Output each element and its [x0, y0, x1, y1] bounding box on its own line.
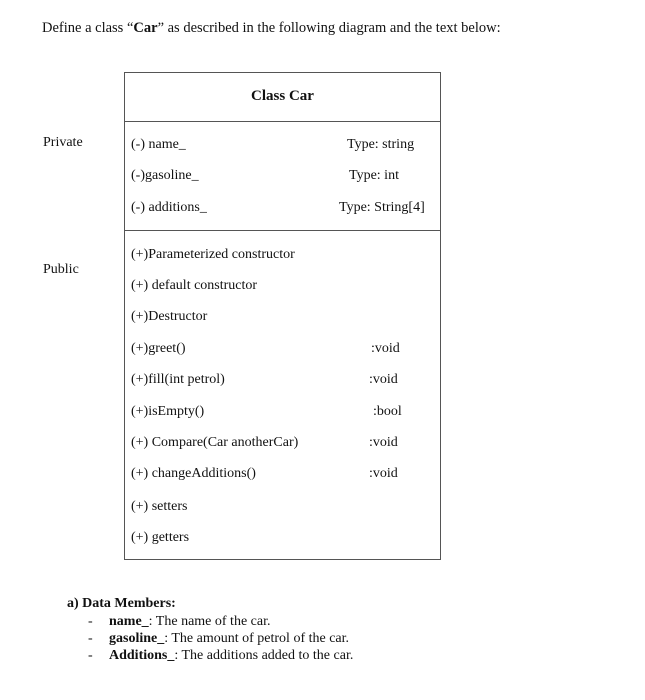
attribute-type: Type: string: [347, 137, 415, 152]
class-title: Class Car: [251, 88, 314, 104]
method-return-type: :void: [369, 372, 398, 387]
method-name: (+)fill(int petrol): [131, 372, 225, 387]
intro-class-name: Car: [133, 20, 158, 36]
method-name: (+)isEmpty(): [131, 404, 205, 419]
intro-text: [42, 20, 501, 37]
member-term: name_: [109, 614, 149, 629]
class-diagram: [124, 72, 441, 560]
method-return-type: :bool: [373, 404, 402, 419]
method-row: [125, 435, 440, 455]
data-members-heading: a) Data Members:: [67, 596, 176, 611]
method-name: (+) getters: [131, 530, 190, 545]
method-name: (+)Destructor: [131, 309, 208, 324]
method-row: [125, 247, 440, 267]
method-name: (+)greet(): [131, 341, 186, 356]
data-members-list: [88, 613, 353, 664]
attributes-section: [125, 122, 440, 231]
list-dash: -: [88, 648, 93, 663]
attribute-row: [125, 200, 440, 220]
method-row: [125, 530, 440, 550]
list-item: [88, 647, 353, 664]
method-return-type: :void: [369, 435, 398, 450]
member-description: : The additions added to the car.: [174, 648, 354, 663]
attribute-name: (-)gasoline_: [131, 168, 199, 183]
list-dash: -: [88, 631, 93, 646]
method-name: (+)Parameterized constructor: [131, 247, 295, 262]
list-item: [88, 630, 353, 647]
public-label: Public: [43, 262, 79, 277]
member-term: gasoline_: [109, 631, 165, 646]
method-row: [125, 466, 440, 486]
method-row: [125, 499, 440, 519]
method-return-type: :void: [369, 466, 398, 481]
attribute-type: Type: int: [349, 168, 399, 183]
attribute-name: (-) name_: [131, 137, 186, 152]
method-name: (+) Compare(Car anotherCar): [131, 435, 299, 450]
intro-prefix: Define a class “: [42, 20, 134, 36]
private-label: Private: [43, 135, 83, 150]
method-row: [125, 309, 440, 329]
method-row: [125, 278, 440, 298]
method-name: (+) changeAdditions(): [131, 466, 256, 481]
member-description: : The amount of petrol of the car.: [164, 631, 350, 646]
method-row: [125, 372, 440, 392]
intro-suffix: ” as described in the following diagram and the text below:: [157, 20, 501, 36]
attribute-name: (-) additions_: [131, 200, 207, 215]
attribute-row: [125, 168, 440, 188]
list-dash: -: [88, 614, 93, 629]
method-return-type: :void: [371, 341, 400, 356]
member-description: : The name of the car.: [148, 614, 271, 629]
attribute-type: Type: String[4]: [339, 200, 425, 215]
class-diagram-header: [125, 73, 440, 122]
method-row: [125, 341, 440, 361]
list-item: [88, 613, 353, 630]
method-row: [125, 404, 440, 424]
attribute-row: [125, 137, 440, 157]
method-name: (+) default constructor: [131, 278, 258, 293]
member-term: Additions_: [109, 648, 175, 663]
method-name: (+) setters: [131, 499, 188, 514]
